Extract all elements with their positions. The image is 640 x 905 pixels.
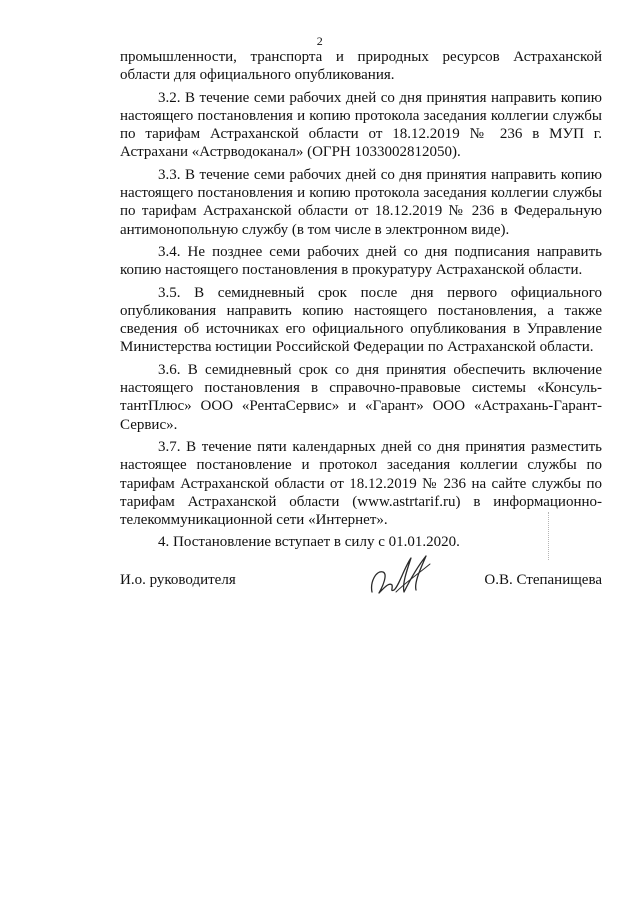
paragraph-3-5: 3.5. В семидневный срок после дня первого официального опубликования направить копию настоящего постановления, а также сведения об источниках его официального опубликования в Управление Министерства юстиции Российской Федерации по Астраханской области.: [120, 284, 602, 356]
paragraph-4: 4. Постановление вступает в силу с 01.01.2020.: [158, 534, 460, 551]
signer-title: И.о. руководителя: [120, 572, 236, 588]
paragraph-publication: промышленности, транспорта и природных ресурсов Астраханской области для официального опубликования.: [120, 49, 602, 84]
paragraph-3-4: 3.4. Не позднее семи рабочих дней со дня подписания направить копию настоящего постановления в прокуратуру Астраханской области.: [120, 243, 602, 279]
paragraph-3-6: 3.6. В семидневный срок со дня принятия обеспечить включение настоящего постановления в справочно-правовые системы «Консуль-тантПлюс» ООО «РентаСервис» и «Гарант» ООО «Астрахань-Гарант-Сервис».: [120, 361, 602, 433]
signature-block: [120, 552, 602, 612]
page-number: 2: [316, 34, 324, 48]
paragraph-3-7: 3.7. В течение пяти календарных дней со дня принятия разместить настоящее постановление и протокол заседания коллегии службы по тарифам Астраханской области от 18.12.2019 № 236 на сайте службы по тарифам Астраханской области (www.astrtarif.ru) в информационно-телекоммуникационной сети «Интернет».: [120, 438, 602, 529]
paragraph-3-2: 3.2. В течение семи рабочих дней со дня принятия направить копию настоящего постановления и копию протокола заседания коллегии службы по тарифам Астраханской области от 18.12.2019 № 236 в МУП г. Астрахани «Астрводоканал» (ОГРН 1033002812050).: [120, 89, 602, 161]
signer-name: О.В. Степанищева: [484, 572, 602, 588]
paragraph-3-3: 3.3. В течение семи рабочих дней со дня принятия направить копию настоящего постановления и копию протокола заседания коллегии службы по тарифам Астраханской области от 18.12.2019 № 236 в Федеральную антимонопольную службу (в том числе в электронном виде).: [120, 166, 602, 238]
handwritten-signature: [366, 552, 438, 604]
document-body: [120, 48, 602, 556]
